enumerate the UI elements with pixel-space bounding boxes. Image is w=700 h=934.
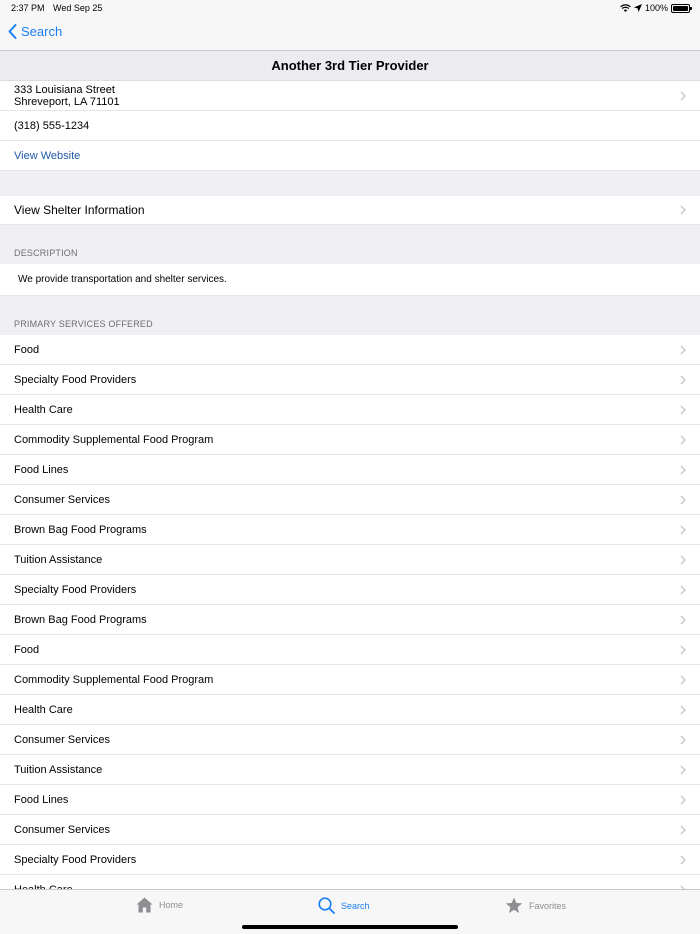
chevron-right-icon xyxy=(680,615,686,625)
status-right xyxy=(620,3,690,13)
service-item[interactable] xyxy=(0,785,700,815)
home-icon xyxy=(136,897,153,913)
service-item-label: Food xyxy=(14,643,40,656)
chevron-left-icon xyxy=(8,24,17,39)
service-item[interactable] xyxy=(0,455,700,485)
tab-home[interactable] xyxy=(136,897,183,913)
status-date: Wed Sep 25 xyxy=(53,3,103,13)
chevron-right-icon xyxy=(680,735,686,745)
chevron-right-icon xyxy=(680,525,686,535)
phone-number: (318) 555-1234 xyxy=(14,119,90,132)
chevron-right-icon xyxy=(680,345,686,355)
chevron-right-icon xyxy=(680,465,686,475)
wifi-icon xyxy=(620,4,631,12)
chevron-right-icon xyxy=(680,795,686,805)
service-item-label: Health Care xyxy=(14,403,73,416)
address-cell[interactable] xyxy=(0,81,700,111)
service-item-label: Specialty Food Providers xyxy=(14,583,137,596)
service-item-label: Consumer Services xyxy=(14,823,110,836)
service-item-label: Food Lines xyxy=(14,463,69,476)
tab-search[interactable] xyxy=(318,897,370,914)
description-text: We provide transportation and shelter services. xyxy=(18,274,227,285)
chevron-right-icon xyxy=(680,375,686,385)
search-icon xyxy=(318,897,335,914)
chevron-right-icon xyxy=(680,205,686,215)
provider-detail-list[interactable] xyxy=(0,81,700,889)
status-bar xyxy=(0,0,700,16)
chevron-right-icon xyxy=(680,855,686,865)
chevron-right-icon xyxy=(680,705,686,715)
chevron-right-icon xyxy=(680,585,686,595)
chevron-right-icon xyxy=(680,405,686,415)
location-arrow-icon xyxy=(634,4,642,12)
view-website-link[interactable]: View Website xyxy=(14,149,81,162)
chevron-right-icon xyxy=(680,765,686,775)
service-item-label: Food Lines xyxy=(14,793,69,806)
address-line-2: Shreveport, LA 71101 xyxy=(14,95,120,108)
battery-percentage: 100% xyxy=(644,3,668,13)
service-item-label: Food xyxy=(14,343,40,356)
service-item[interactable] xyxy=(0,425,700,455)
service-item[interactable] xyxy=(0,575,700,605)
service-item-label: Tuition Assistance xyxy=(14,763,103,776)
tab-favorites[interactable] xyxy=(505,897,566,914)
services-header: PRIMARY SERVICES OFFERED xyxy=(14,319,153,329)
service-item-label: Specialty Food Providers xyxy=(14,853,137,866)
tab-favorites-label: Favorites xyxy=(529,900,567,911)
address-line-1: 333 Louisiana Street xyxy=(14,83,115,96)
battery-icon xyxy=(671,4,690,13)
shelter-info-label: View Shelter Information xyxy=(14,203,145,217)
section-spacer xyxy=(0,171,700,196)
tab-home-label: Home xyxy=(159,900,184,910)
chevron-right-icon xyxy=(680,555,686,565)
back-button-label: Search xyxy=(21,24,63,39)
status-time: 2:37 PM xyxy=(11,3,45,13)
chevron-right-icon xyxy=(680,675,686,685)
service-item[interactable] xyxy=(0,515,700,545)
description-header: DESCRIPTION xyxy=(14,248,78,258)
phone-cell[interactable] xyxy=(0,111,700,141)
page-title: Another 3rd Tier Provider xyxy=(0,51,700,81)
service-item-label: Brown Bag Food Programs xyxy=(14,613,147,626)
service-item-label: Consumer Services xyxy=(14,733,110,746)
description-cell xyxy=(0,264,700,296)
service-item[interactable] xyxy=(0,665,700,695)
status-left xyxy=(11,3,108,13)
chevron-right-icon xyxy=(680,435,686,445)
service-item-label: Commodity Supplemental Food Program xyxy=(14,673,214,686)
star-icon xyxy=(505,897,523,914)
service-item-label: Consumer Services xyxy=(14,493,110,506)
chevron-right-icon xyxy=(680,495,686,505)
services-list xyxy=(0,335,700,905)
service-item[interactable] xyxy=(0,755,700,785)
navigation-bar xyxy=(0,16,700,51)
chevron-right-icon xyxy=(680,825,686,835)
service-item-label: Specialty Food Providers xyxy=(14,373,137,386)
service-item[interactable] xyxy=(0,365,700,395)
service-item[interactable] xyxy=(0,695,700,725)
website-cell[interactable] xyxy=(0,141,700,171)
service-item[interactable] xyxy=(0,335,700,365)
service-item-label: Tuition Assistance xyxy=(14,553,103,566)
service-item-label: Commodity Supplemental Food Program xyxy=(14,433,214,446)
chevron-right-icon xyxy=(680,91,686,101)
tab-search-label: Search xyxy=(341,900,370,911)
service-item[interactable] xyxy=(0,545,700,575)
service-item-label: Brown Bag Food Programs xyxy=(14,523,147,536)
service-item-label: Health Care xyxy=(14,703,73,716)
service-item[interactable] xyxy=(0,605,700,635)
service-item[interactable] xyxy=(0,395,700,425)
service-item[interactable] xyxy=(0,485,700,515)
shelter-info-cell[interactable] xyxy=(0,196,700,225)
home-indicator xyxy=(242,925,458,929)
service-item[interactable] xyxy=(0,845,700,875)
service-item[interactable] xyxy=(0,815,700,845)
chevron-right-icon xyxy=(680,645,686,655)
service-item[interactable] xyxy=(0,635,700,665)
back-button[interactable] xyxy=(8,24,62,39)
service-item[interactable] xyxy=(0,725,700,755)
